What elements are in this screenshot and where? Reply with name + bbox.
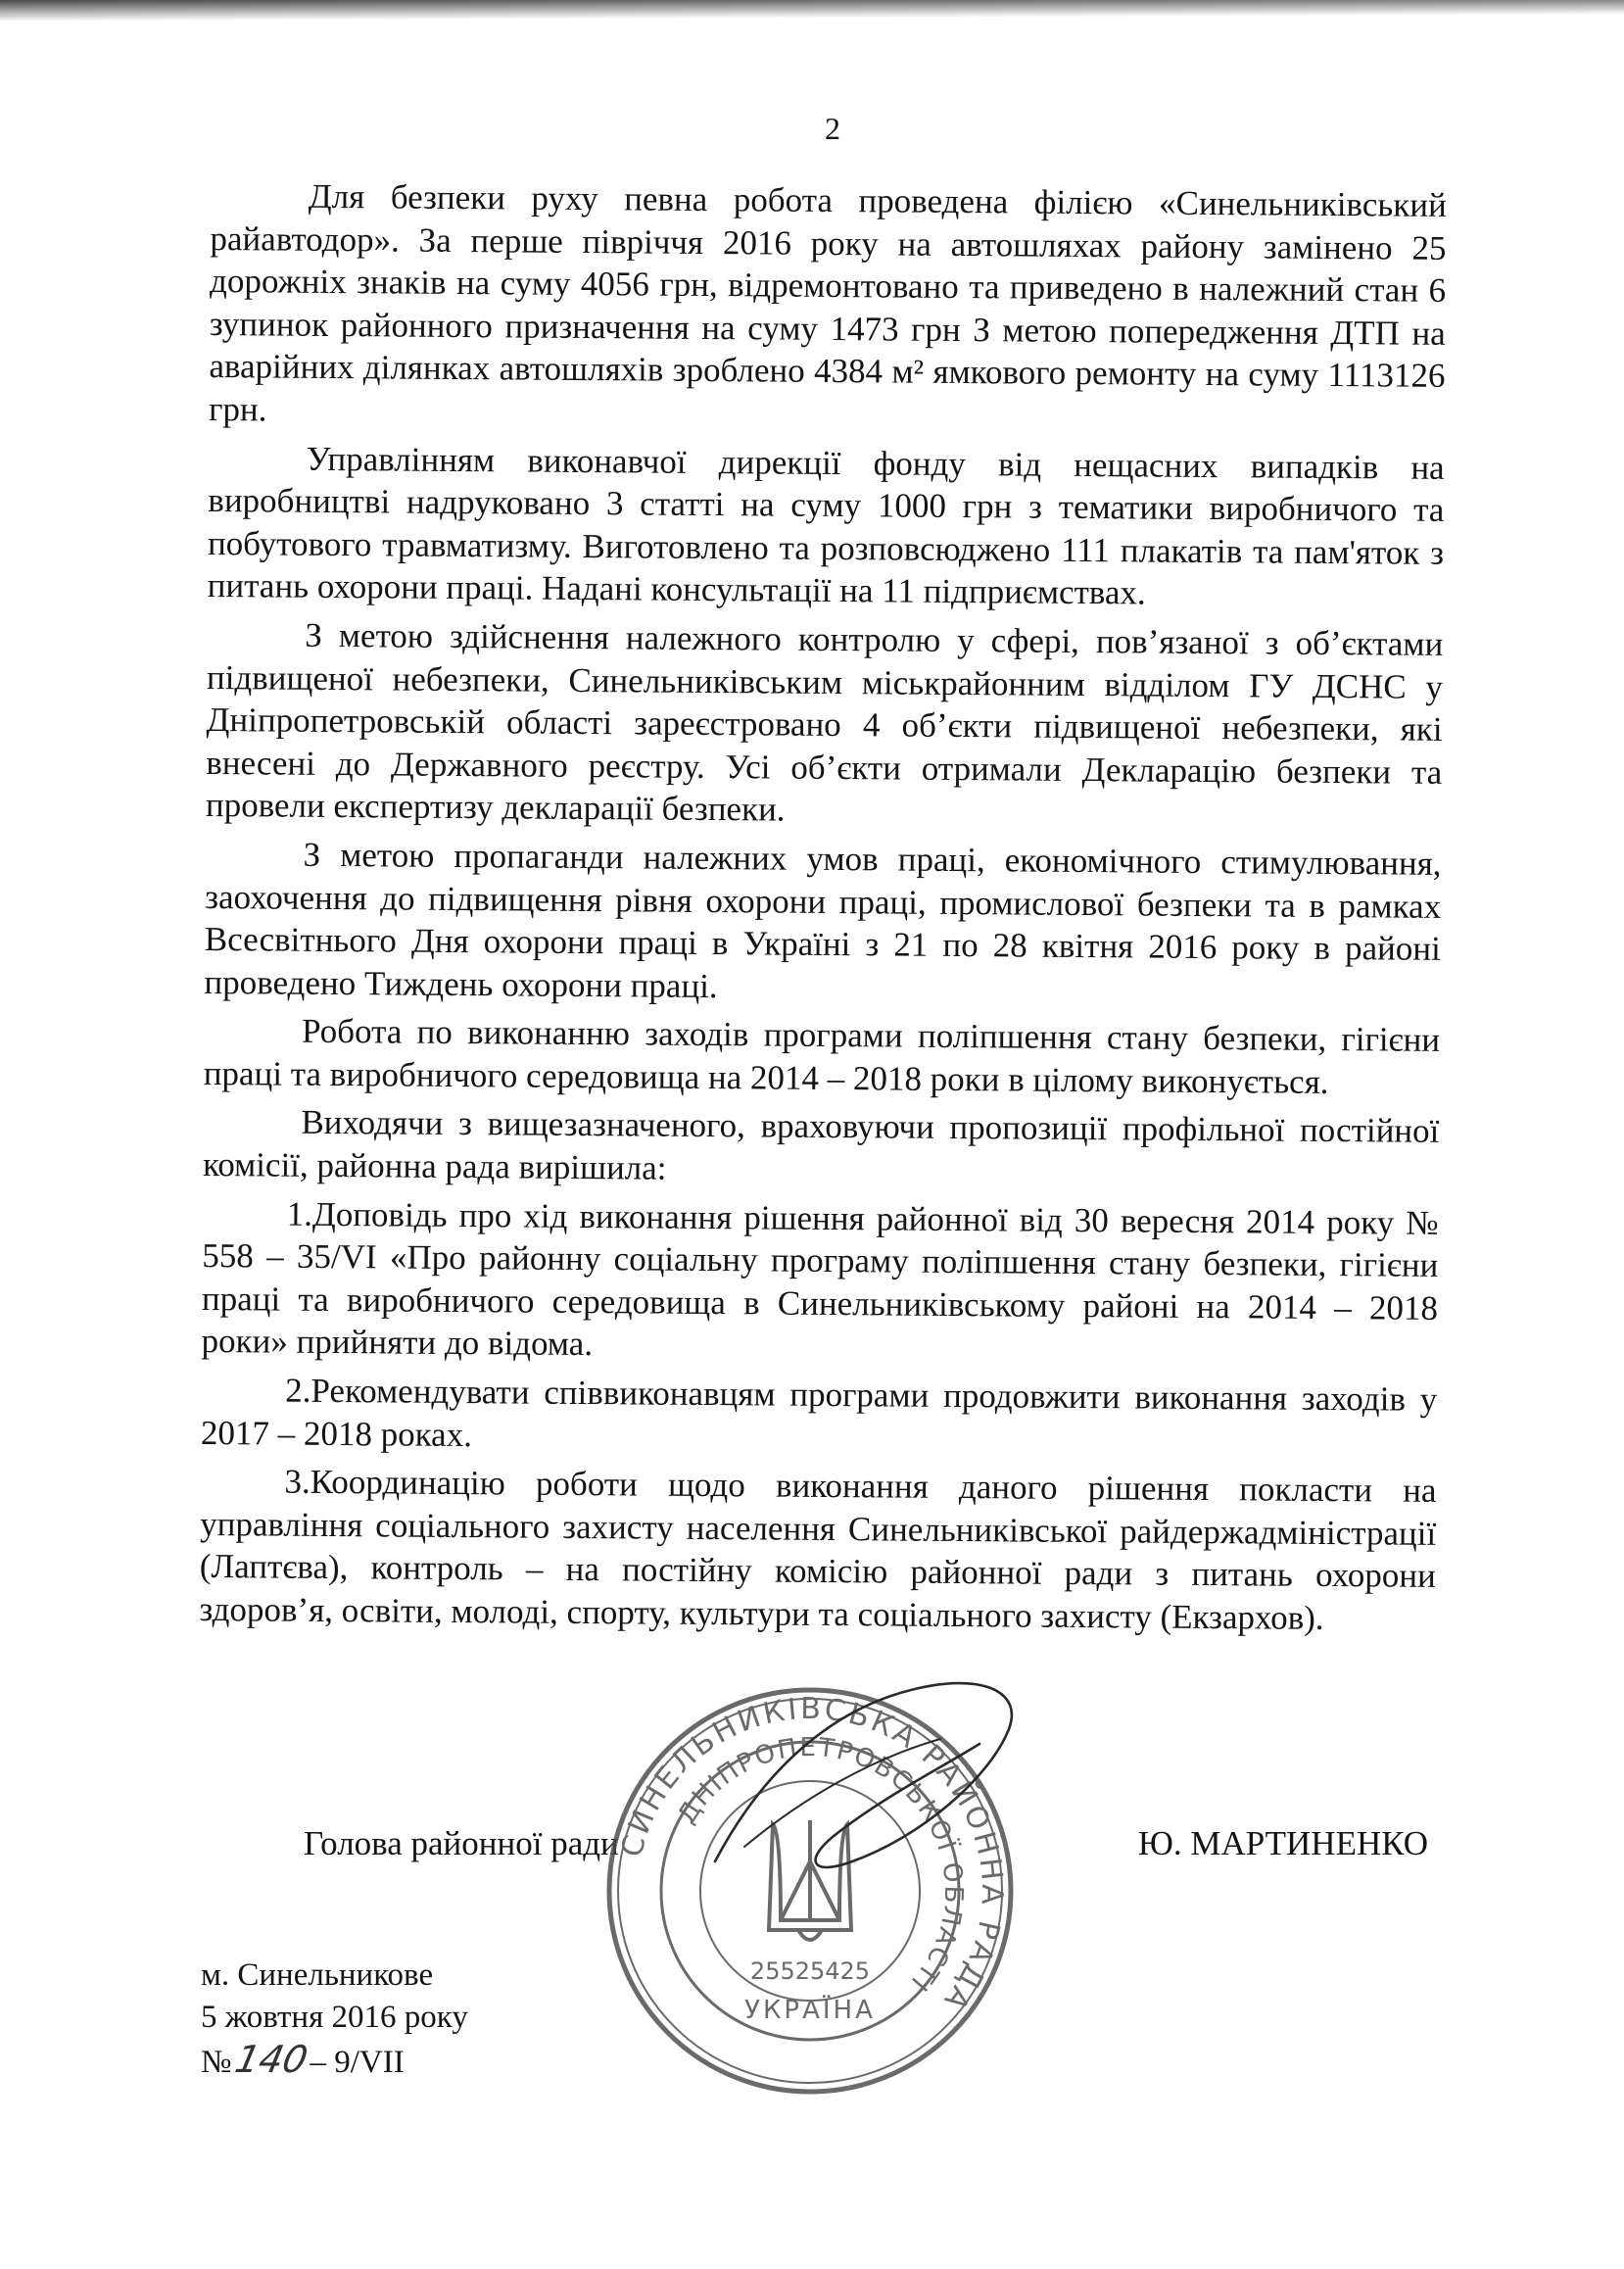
paragraph-accident-fund: Управлінням виконавчої дирекції фонду від нещасних випадків на виробництві надруковано 3 статті на суму 1000 грн з тематики виробничого та побутового травматизму. Виготовлено та розповсюджено 111 плакатів та пам'яток з питань охорони праці. Надані консультації на 11 підприємствах. [207, 439, 1445, 612]
handwritten-number: 140 [230, 2038, 311, 2081]
paragraph-labor-week: З метою пропаганди належних умов праці, економічного стимулювання, заохочення до підвищення рівня охорони праці, промислової безпеки та в рамках Всесвітнього Дня охорони праці в Україні з 21 по 28 квітня 2016 року в районі проведено Тиждень охорони праці. [204, 835, 1442, 1005]
signatory-position: Голова районної ради [304, 1824, 619, 1862]
paragraph-road-safety: Для безпеки руху певна робота проведена філією «Синельниківський райавтодор». За перше півріччя 2016 року на автошляхах району замінено 25 дорожніх знаків на суму 4056 грн, відремонтовано та приведено в належний стан 6 зупинок районного призначення на суму 1473 грн З метою попередження ДТП на аварійних ділянках автошляхів зроблено 4384 м² ямкового ремонту на суму 1113126 грн. [208, 176, 1447, 429]
scan-top-edge [0, 0, 1624, 22]
footer-decision-number [201, 2039, 468, 2084]
footer-date: 5 жовтня 2016 року [201, 2000, 468, 2035]
paragraph-resolution-intro: Виходячи з вищезазначеного, враховуючи пропозиції профільної постійної комісії, районна рада вирішила: [202, 1103, 1440, 1187]
seal-country: УКРАЇНА [744, 1996, 876, 2025]
decision-item-3: 3.Координацію роботи щодо виконання даного рішення покласти на управління соціального захисту населення Синельниківської райдержадміністрації (Лаптєва), контроль – на постійну комісію районної ради з питань охорони здоров’я, освіти, молоді, спорту, культури та соціального захисту (Екзархов). [199, 1462, 1437, 1637]
number-prefix: № [201, 2045, 232, 2080]
document-body [199, 174, 1447, 1646]
document-footer [201, 1955, 468, 2084]
page-number: 2 [825, 111, 840, 146]
decision-item-1: 1.Доповідь про хід виконання рішення районної від 30 вересня 2014 року № 558 – 35/VI «Про районну соціальну програму поліпшення стану безпеки, гігієни праці та виробничого середовища в Синельниківському районі на 2014 – 2018 роки» прийняти до відома. [201, 1194, 1439, 1364]
seal-code: 25525425 [749, 1957, 871, 1985]
handwritten-signature [686, 1651, 1038, 1886]
decision-item-2: 2.Рекомендувати співвиконавцям програми продовжити виконання заходів у 2017 – 2018 роках. [200, 1371, 1438, 1454]
paragraph-program-status: Робота по виконанню заходів програми поліпшення стану безпеки, гігієни праці та виробничого середовища на 2014 – 2018 роки в цілому виконується. [203, 1012, 1441, 1101]
number-suffix: – 9/VII [310, 2045, 405, 2080]
seal-outer-text: СИНЕЛЬНИКІВСЬКА РАЙОННА РАДА [614, 1691, 1010, 2019]
paragraph-hazard-objects: З метою здійснення належного контролю у сфері, пов’язаної з об’єктами підвищеної небезпеки, Синельниківським міськрайонним відділом ГУ ДСНС у Дніпропетровській області зареєстровано 4 об’єкти підвищеної небезпеки, які внесені до Державного реєстру. Усі об’єкти отримали Декларацію безпеки та провели експертизу декларації безпеки. [205, 615, 1444, 829]
seal-inner-text: ДНІПРОПЕТРОВСЬКОЇ ОБЛАСТІ [672, 1732, 969, 1999]
footer-city: м. Синельникове [201, 1957, 434, 1993]
signatory-name: Ю. МАРТИНЕНКО [1137, 1824, 1428, 1862]
